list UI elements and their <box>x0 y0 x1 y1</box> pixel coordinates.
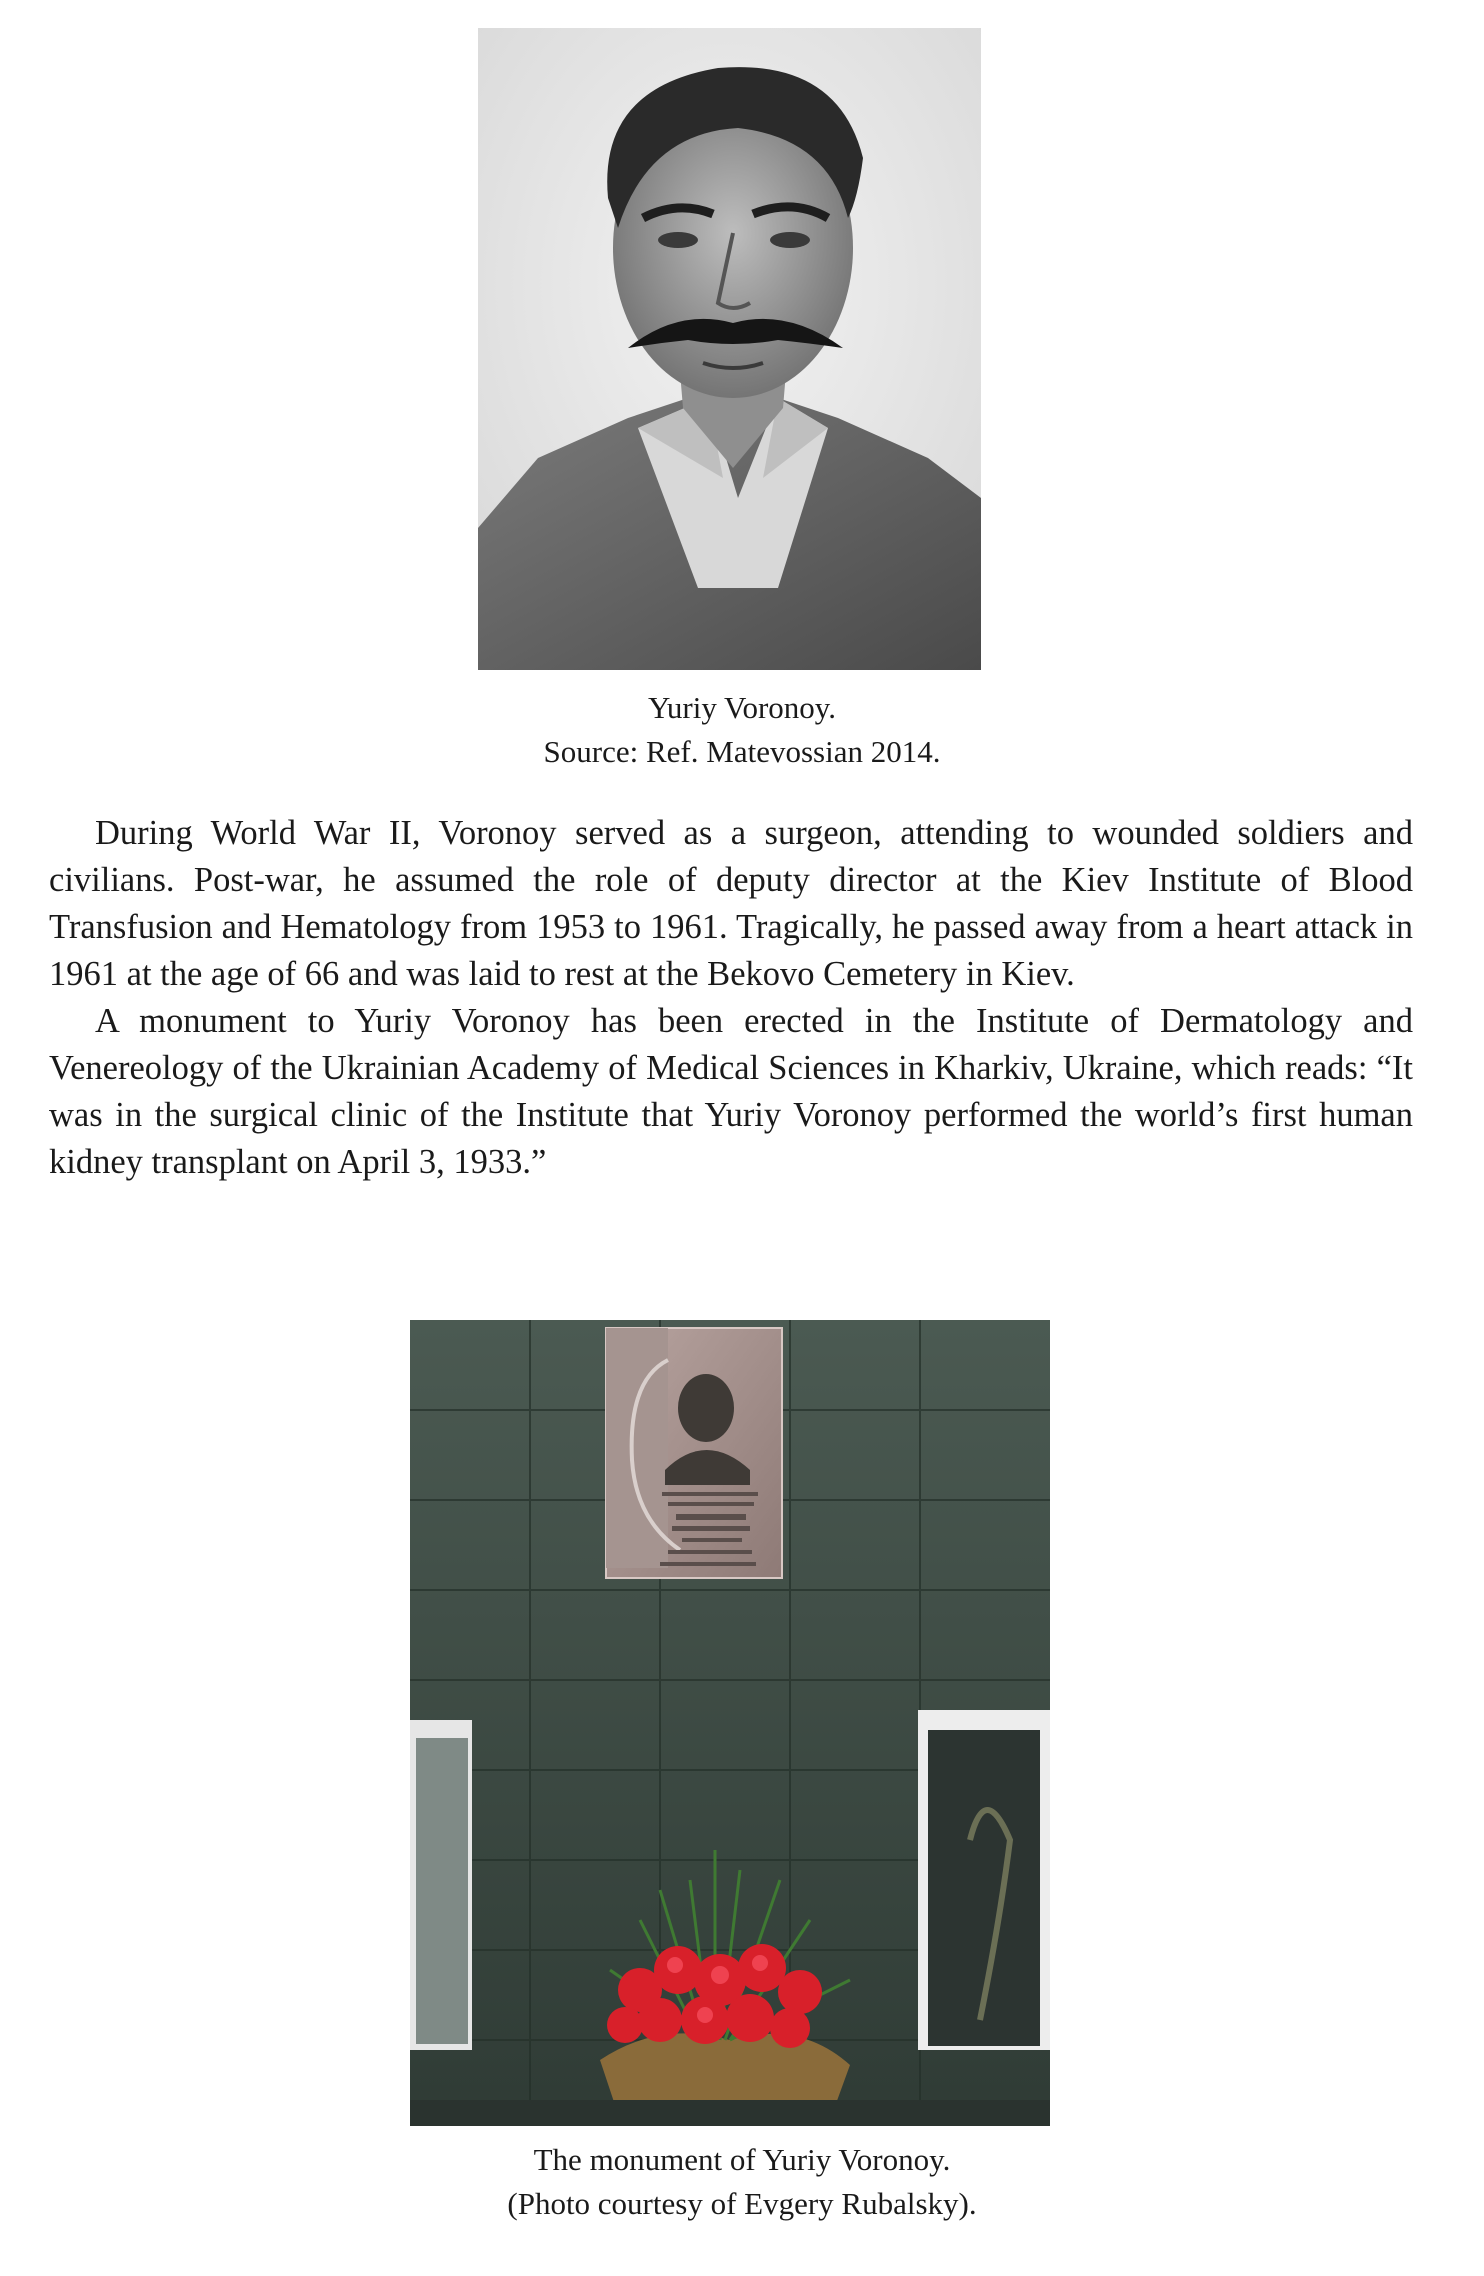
portrait-caption-source: Source: Ref. Matevossian 2014. <box>543 734 941 769</box>
portrait-caption-title: Yuriy Voronoy. <box>647 690 837 725</box>
paragraph-monument: A monument to Yuriy Voronoy has been erected in the Institute of Dermatology and Venereology of the Ukrainian Academy of Medical Sciences in Kharkiv, Ukraine, which reads: “It was in the surgical clinic of the Institute that Yuriy Voronoy performed the world’s first human kidney transplant on April 3, 1933.” <box>49 1002 1413 1181</box>
body-text <box>49 810 1413 1186</box>
paragraph-ww2: During World War II, Voronoy served as a surgeon, attending to wounded soldiers and civilians. Post-war, he assumed the role of deputy director at the Kiev Institute of Blood Transfusion and Hematology from 1953 to 1961. Tragically, he passed away from a heart attack in 1961 at the age of 66 and was laid to rest at the Bekovo Cemetery in Kiev. <box>49 814 1413 993</box>
monument-photo <box>410 1320 1050 2126</box>
monument-caption-credit: (Photo courtesy of Evgery Rubalsky). <box>507 2186 977 2221</box>
portrait-image <box>478 28 981 670</box>
portrait-caption <box>0 686 1484 774</box>
monument-caption-title: The monument of Yuriy Voronoy. <box>533 2142 951 2177</box>
portrait-photo <box>478 28 981 670</box>
monument-image <box>410 1320 1050 2126</box>
monument-caption <box>0 2138 1484 2226</box>
